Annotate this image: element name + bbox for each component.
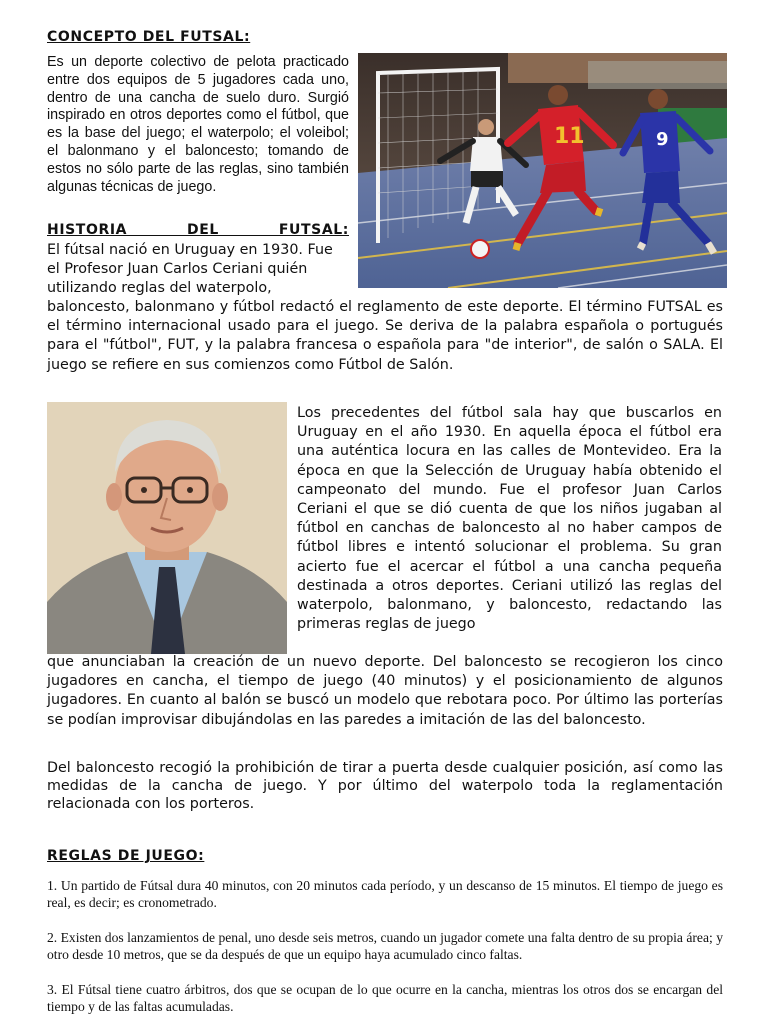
svg-text:9: 9 [656, 129, 669, 150]
historia-paragraph-start: El fútsal nació en Uruguay en 1930. Fue el Profesor Juan Carlos Ceriani quién utilizando reglas del waterpolo, [47, 242, 333, 297]
historia-paragraph-end: baloncesto, balonmano y fútbol redactó el reglamento de este deporte. El término FUTSAL es el término internacional usado para el juego. Se deriva de la palabra española o portugués para el "fútbol", FUT, y la palabra francesa o española para "de interior", de salón o SALA. El juego se refiere en sus comienzos como Fútbol de Salón. [47, 299, 723, 373]
elderly-man-portrait-photo [47, 402, 287, 654]
section-heading-concepto: CONCEPTO DEL FUTSAL: [47, 29, 251, 45]
futsal-action-photo [358, 53, 727, 288]
section-heading-historia: HISTORIA DEL FUTSAL: [47, 222, 349, 238]
historia-paragraph3: Del baloncesto recogió la prohibición de tirar a puerta desde cualquier posición, así como las medidas de la cancha de juego. Y por último del waterpolo toda la reglamentación relacionada con los porteros. [47, 760, 723, 813]
rule-item-2: 2. Existen dos lanzamientos de penal, uno desde seis metros, cuando un jugador comete una falta dentro de su propia área; y otro desde 10 metros, que se da después de que un equipo haya acumulado cinco faltas. [47, 930, 723, 963]
historia-paragraph2-start: Los precedentes del fútbol sala hay que buscarlos en Uruguay en el año 1930. En aquella época el fútbol era una auténtica locura en las calles de Montevideo. Era la época en que la Selección de Uruguay había obtenido el campeonato del mundo. Fue el profesor Juan Carlos Ceriani el que se dió cuenta de que los niños jugaban al fútbol en canchas de baloncesto al no haber campos de fútbol libres e intentó solucionar el problema. Su gran acierto fue el acercar el fútbol a una cancha pequeña destinada a otros deportes. Ceriani utilizó las reglas del waterpolo, balonmano, y baloncesto, redactando las primeras reglas de juego [297, 405, 722, 633]
rule-item-3: 3. El Fútsal tiene cuatro árbitros, dos que se ocupan de lo que ocurre en la cancha, mientras los otros dos se encargan del tiempo y de las faltas acumuladas. [47, 982, 723, 1015]
rule-item-1: 1. Un partido de Fútsal dura 40 minutos, con 20 minutos cada período, y un descanso de 15 minutos. El tiempo de juego es real, es decir; es cronometrado. [47, 878, 723, 911]
concepto-paragraph: Es un deporte colectivo de pelota practicado entre dos equipos de 5 jugadores cada uno, dentro de una cancha de suelo duro. Surgió inspirado en otros deportes como el fútbol, que es la base del juego; el waterpolo; el voleibol; el balonmano y el baloncesto; tomando de estos no sólo parte de las reglas, sino también algunas técnicas de juego. [47, 54, 349, 195]
jersey-number: 11 [554, 124, 585, 149]
section-heading-reglas: REGLAS DE JUEGO: [47, 848, 205, 864]
historia-paragraph2-end: que anunciaban la creación de un nuevo deporte. Del baloncesto se recogieron los cinco jugadores en cancha, el tiempo de juego (40 minutos) y el posicionamiento de algunos jugadores. En cuanto al balón se buscó un modelo que rebotara poco. Por último las porterías se podían improvisar dibujándolas en las paredes a imitación de las del baloncesto. [47, 654, 723, 728]
